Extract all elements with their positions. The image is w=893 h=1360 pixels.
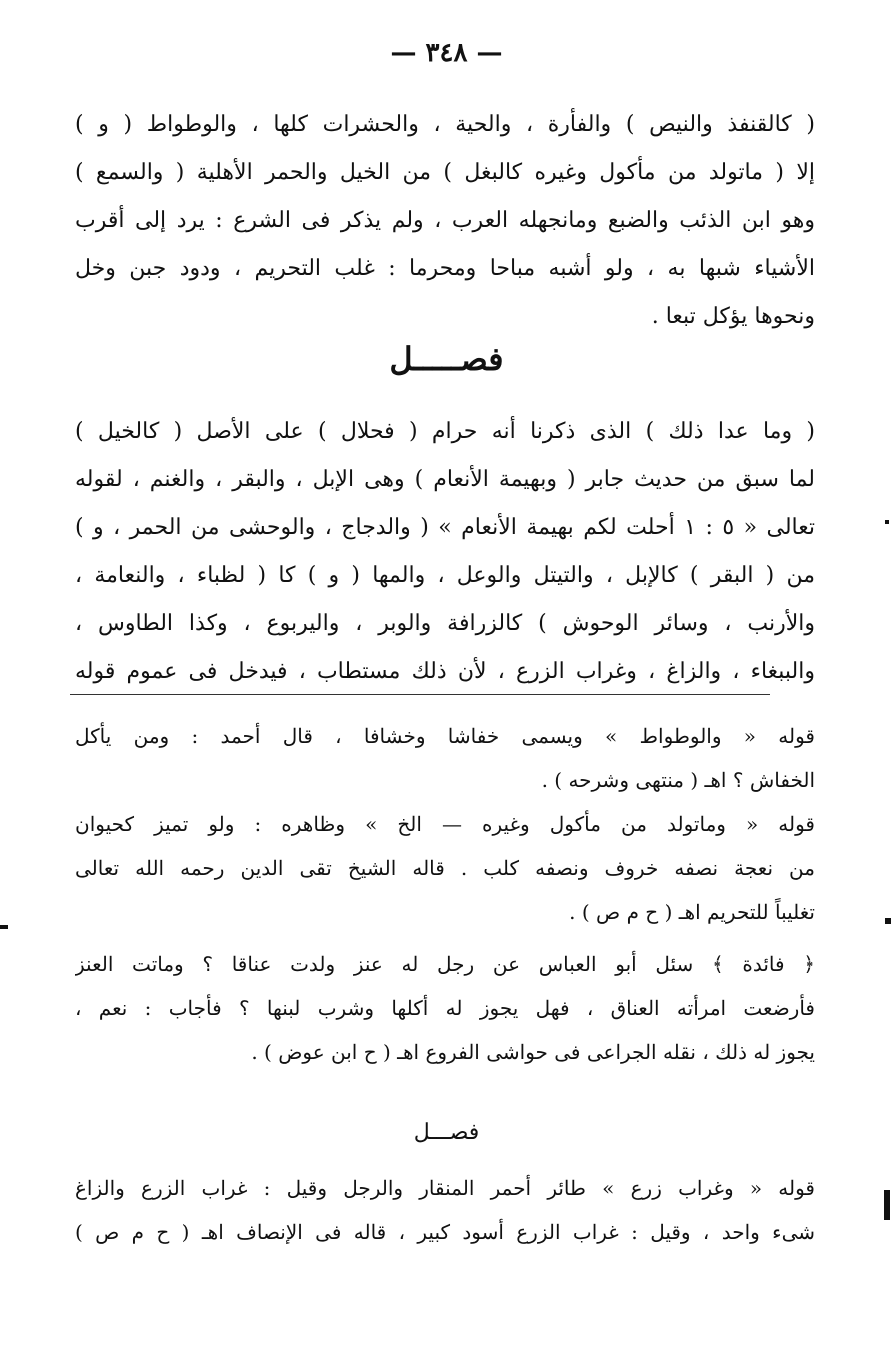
scan-edge-mark	[885, 918, 891, 924]
scan-edge-mark	[885, 520, 889, 524]
text-line: والأرنب ، وسائر الوحوش ) كالزرافة والوبر ، واليربوع ، وكذا الطاوس ،	[75, 611, 815, 636]
text-line: ﴿ فائدة ﴾ سئل أبو العباس عن رجل له عنز ولدت عناقا ؟ وماتت العنز	[75, 952, 815, 976]
scan-edge-mark	[0, 925, 8, 929]
text-line: لما سبق من حديث جابر ( وبهيمة الأنعام ) وهى الإبل ، والبقر ، والغنم ، لقوله	[75, 467, 815, 492]
main-paragraph-2	[75, 408, 815, 696]
main-paragraph-1	[75, 101, 815, 341]
text-line: الخفاش ؟ اهـ ( منتهى وشرحه ) .	[541, 768, 815, 792]
text-line: وهو ابن الذئب والضبع ومانجهله العرب ، ولم يذكر فى الشرع : يرد إلى أقرب	[75, 208, 815, 233]
text-line: فأرضعت امرأته العناق ، فهل يجوز له أكلها وشرب لبنها ؟ فأجاب : نعم ،	[75, 996, 815, 1020]
text-line: من ( البقر ) كالإبل ، والتيتل والوعل ، والمها ( و ) كا ( لظباء ، والنعامة ،	[75, 563, 815, 588]
text-line: من نعجة نصفه خروف ونصفه كلب . قاله الشيخ تقى الدين رحمه الله تعالى	[75, 856, 815, 880]
page-number: — ٣٤٨ —	[390, 38, 503, 68]
text-line: ونحوها يؤكل تبعا .	[651, 304, 815, 329]
section-heading-footnote: فصـــل	[413, 1120, 480, 1145]
footnote-1	[75, 714, 815, 802]
text-line: إلا ( ماتولد من مأكول وغيره كالبغل ) من الخيل والحمر الأهلية ( والسمع )	[75, 160, 815, 185]
text-line: الأشياء شبها به ، ولو أشبه مباحا ومحرما : غلب التحريم ، ودود جبن وخل	[75, 256, 815, 281]
scan-edge-mark	[884, 1190, 890, 1220]
footnote-2	[75, 802, 815, 934]
footnote-divider	[70, 694, 770, 695]
footnote-3	[75, 942, 815, 1074]
text-line: يجوز له ذلك ، نقله الجراعى فى حواشى الفروع اهـ ( ح ابن عوض ) .	[251, 1040, 815, 1064]
text-line: تغليباً للتحريم اهـ ( ح م ص ) .	[569, 900, 815, 924]
text-line: تعالى « ٥ : ١ أحلت لكم بهيمة الأنعام » ( والدجاج ، والوحشى من الحمر ، و )	[75, 515, 815, 540]
text-line: قوله « وماتولد من مأكول وغيره — الخ » وظاهره : ولو تميز كحيوان	[75, 812, 815, 836]
footnote-4	[75, 1166, 815, 1254]
text-line: شىء واحد ، وقيل : غراب الزرع أسود كبير ، قاله فى الإنصاف اهـ ( ح م ص )	[75, 1220, 815, 1244]
section-heading-main: فصـــــل	[389, 340, 504, 378]
text-line: قوله « وغراب زرع » طائر أحمر المنقار والرجل وقيل : غراب الزرع والزاغ	[75, 1176, 815, 1200]
text-line: ( كالقنفذ والنيص ) والفأرة ، والحية ، والحشرات كلها ، والوطواط ( و )	[75, 112, 815, 137]
text-line: ( وما عدا ذلك ) الذى ذكرنا أنه حرام ( فحلال ) على الأصل ( كالخيل )	[75, 419, 815, 444]
text-line: والببغاء ، والزاغ ، وغراب الزرع ، لأن ذلك مستطاب ، فيدخل فى عموم قوله	[75, 659, 815, 684]
text-line: قوله « والوطواط » ويسمى خفاشا وخشافا ، قال أحمد : ومن يأكل	[75, 724, 815, 748]
